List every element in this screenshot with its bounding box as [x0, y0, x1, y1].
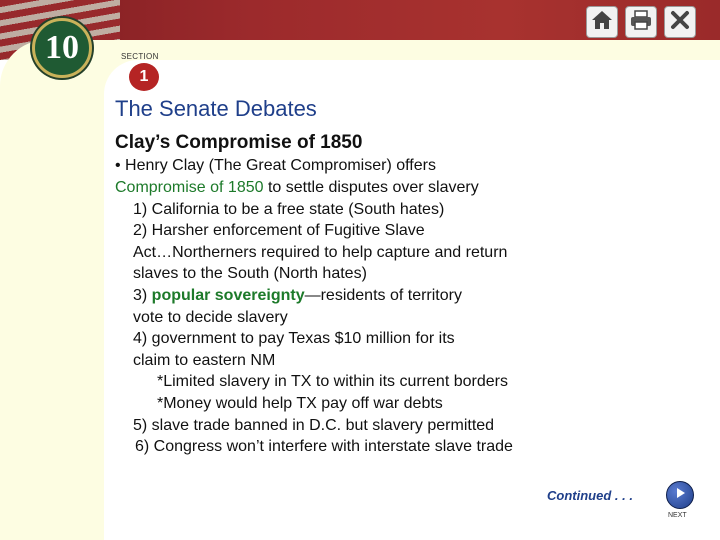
- slide-title: The Senate Debates: [115, 96, 317, 121]
- item-3-rest: —residents of territory: [304, 287, 462, 304]
- item-2-line-1: 2) Harsher enforcement of Fugitive Slave: [133, 222, 425, 239]
- item-2-line-3: slaves to the South (North hates): [133, 265, 367, 282]
- next-button[interactable]: [666, 481, 694, 509]
- home-icon: [590, 9, 614, 36]
- close-icon: [669, 9, 691, 36]
- item-3-line-2: vote to decide slavery: [133, 309, 288, 326]
- print-icon: [629, 9, 653, 36]
- section-label: SECTION: [121, 52, 159, 61]
- play-arrow-icon: [673, 486, 687, 505]
- intro-line-2: [115, 178, 479, 198]
- intro-line-2-rest: to settle disputes over slavery: [263, 179, 479, 196]
- item-6: 6) Congress won’t interfere with interstate slave trade: [135, 438, 513, 455]
- note-2: *Money would help TX pay off war debts: [157, 395, 443, 412]
- note-1: *Limited slavery in TX to within its current borders: [157, 373, 508, 390]
- item-5: 5) slave trade banned in D.C. but slavery permitted: [133, 417, 495, 434]
- next-label: NEXT: [668, 512, 687, 519]
- item-3-prefix: 3): [133, 287, 152, 304]
- continued-label: Continued . . .: [547, 488, 633, 503]
- item-4-line-2: claim to eastern NM: [133, 352, 276, 369]
- compromise-term: Compromise of 1850: [115, 179, 264, 196]
- intro-line-1: • Henry Clay (The Great Compromiser) offers: [115, 157, 436, 174]
- popular-sovereignty-term: popular sovereignty: [151, 287, 305, 304]
- slide-subtitle: Clay’s Compromise of 1850: [115, 132, 363, 153]
- chapter-badge: 10: [32, 18, 92, 78]
- item-1: 1) California to be a free state (South hates): [133, 201, 445, 218]
- section-number-badge: 1: [129, 63, 159, 91]
- close-button[interactable]: [664, 6, 696, 38]
- item-3-line-1: [133, 286, 462, 306]
- home-button[interactable]: [586, 6, 618, 38]
- item-2-line-2: Act…Northerners required to help capture and return: [133, 244, 508, 261]
- item-4-line-1: 4) government to pay Texas $10 million for its: [133, 330, 455, 347]
- print-button[interactable]: [625, 6, 657, 38]
